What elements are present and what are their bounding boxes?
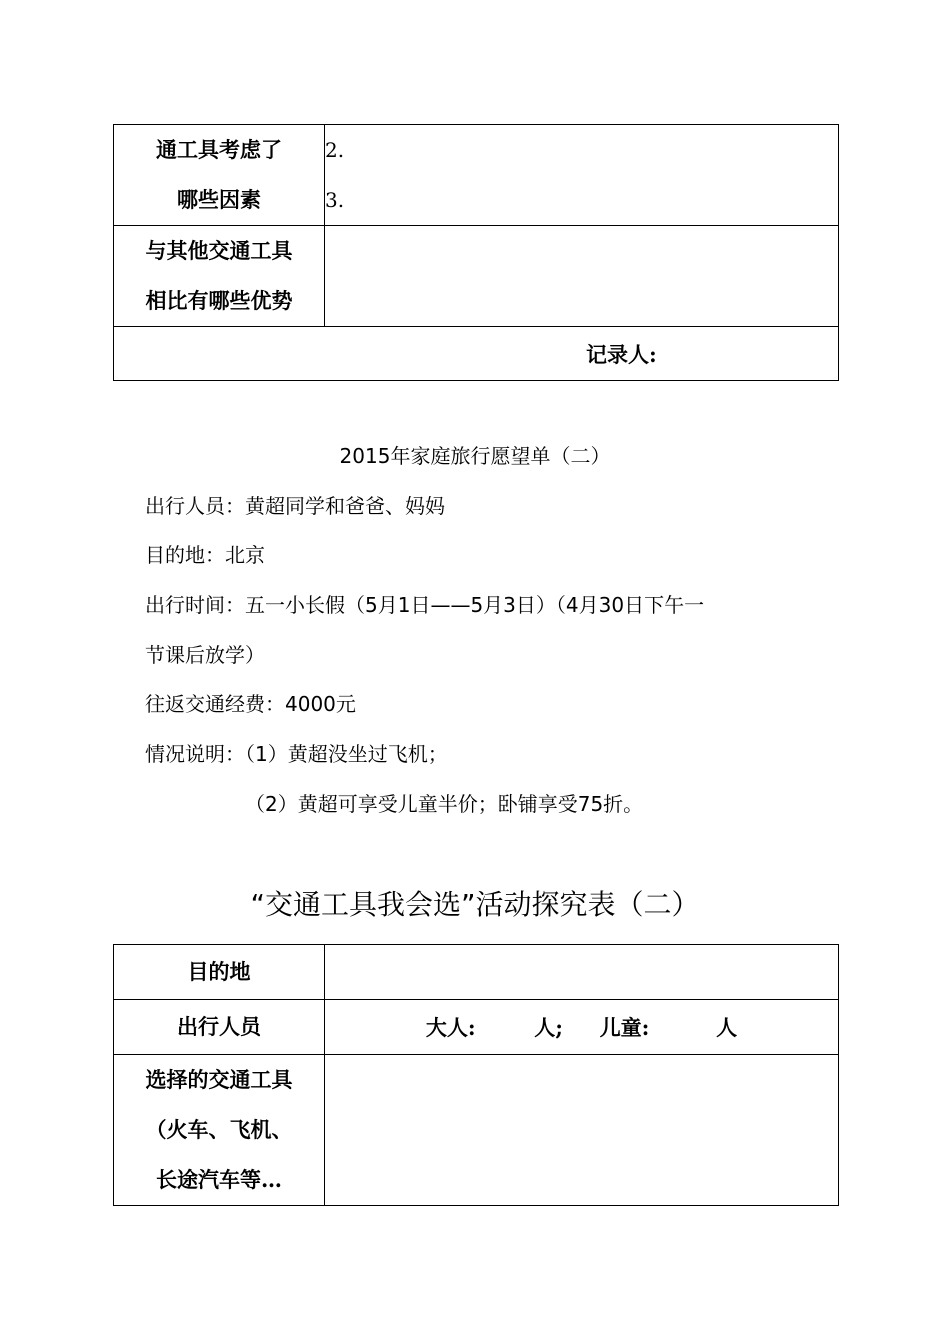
factors-item-3: 3. — [325, 188, 345, 212]
transport-label-cell — [114, 1055, 325, 1206]
advantages-label-line2: 相比有哪些优势 — [145, 288, 293, 313]
adults-label: 大人: — [425, 1015, 476, 1040]
dest-answer-cell[interactable] — [325, 945, 839, 1000]
transport-label-line1: 选择的交通工具 — [145, 1067, 293, 1092]
adults-unit: 人; — [534, 1015, 564, 1040]
factors-label-cell — [114, 125, 325, 226]
advantages-answer-cell[interactable] — [325, 226, 839, 327]
travelers-label-cell — [114, 1000, 325, 1055]
wishlist-note-1: 情况说明：（1）黄超没坐过飞机； — [145, 742, 448, 766]
travelers-answer-cell[interactable] — [325, 1000, 839, 1055]
wishlist-time-line2: 节课后放学） — [145, 643, 265, 667]
travelers-label: 出行人员 — [177, 1014, 261, 1039]
factors-label-line2: 哪些因素 — [177, 187, 261, 212]
dest-label: 目的地 — [187, 959, 251, 984]
worksheet-title: “交通工具我会选”活动探究表（二） — [250, 888, 700, 921]
children-unit: 人 — [716, 1015, 738, 1040]
factors-item-2: 2. — [325, 138, 345, 162]
advantages-label-line1: 与其他交通工具 — [145, 238, 293, 263]
transport-answer-cell[interactable] — [325, 1055, 839, 1206]
wishlist-destination: 目的地：北京 — [145, 543, 265, 567]
wishlist-note-2: （2）黄超可享受儿童半价；卧铺享受75折。 — [245, 792, 644, 816]
factors-answer-cell[interactable] — [325, 125, 839, 226]
wishlist-travelers: 出行人员：黄超同学和爸爸、妈妈 — [145, 494, 445, 518]
recorder-cell[interactable] — [114, 327, 839, 381]
wishlist-title: 2015年家庭旅行愿望单（二） — [339, 444, 611, 468]
transport-label-line3: 长途汽车等… — [156, 1167, 282, 1192]
wishlist-time-line1: 出行时间：五一小长假（5月1日——5月3日）（4月30日下午一 — [145, 593, 705, 617]
advantages-label-cell — [114, 226, 325, 327]
dest-label-cell — [114, 945, 325, 1000]
transport-label-line2: （火车、飞机、 — [145, 1117, 293, 1142]
factors-label-line1: 通工具考虑了 — [156, 137, 282, 162]
factors-table — [113, 124, 839, 381]
wishlist-budget: 往返交通经费：4000元 — [145, 692, 356, 716]
worksheet-table — [113, 944, 839, 1206]
children-label: 儿童: — [599, 1015, 650, 1040]
recorder-label: 记录人: — [586, 342, 657, 367]
